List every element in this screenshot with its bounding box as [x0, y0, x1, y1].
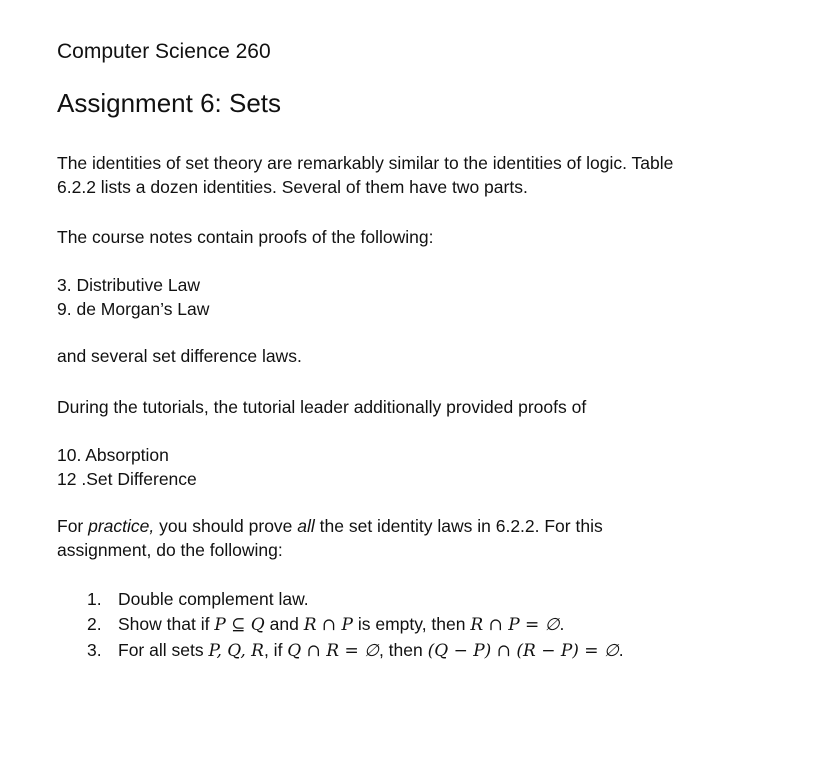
practice-paragraph — [57, 514, 603, 562]
list-item: 12 .Set Difference — [57, 469, 197, 489]
math-expression: Q ∩ R = ∅ — [287, 641, 379, 661]
task-text: Double complement law. — [118, 589, 309, 609]
practice-line-1 — [57, 514, 603, 538]
practice-text: you should prove — [154, 516, 298, 536]
list-item: 10. Absorption — [57, 445, 169, 465]
course-notes-tail: and several set difference laws. — [57, 346, 302, 366]
task-item-3 — [87, 638, 624, 664]
tutorials-lead: During the tutorials, the tutorial leader additionally provided proofs of — [57, 397, 587, 417]
task-text: . — [618, 640, 624, 660]
course-notes-lead: The course notes contain proofs of the following: — [57, 227, 434, 247]
task-text: is empty, then — [352, 614, 471, 634]
task-text: . — [559, 614, 565, 634]
course-notes-list — [57, 273, 209, 321]
task-number: 3. — [87, 640, 102, 660]
task-item-2 — [87, 612, 624, 638]
math-expression: P ⊆ Q — [214, 615, 265, 635]
course-name: Computer Science 260 — [57, 40, 271, 63]
list-item: 3. Distributive Law — [57, 275, 200, 295]
math-expression: P, Q, R — [208, 641, 264, 661]
intro-line-2: 6.2.2 lists a dozen identities. Several of them have two parts. — [57, 177, 528, 197]
task-list — [87, 587, 624, 664]
practice-line-2: assignment, do the following: — [57, 540, 283, 560]
intro-paragraph — [57, 151, 673, 199]
practice-emphasis: practice, — [88, 516, 155, 536]
tutorials-list — [57, 443, 197, 491]
task-text: For all sets — [118, 640, 209, 660]
list-item: 9. de Morgan’s Law — [57, 299, 210, 319]
page-title: Assignment 6: Sets — [57, 88, 281, 118]
practice-text: the set identity laws in 6.2.2. For this — [314, 516, 603, 536]
task-text: , if — [263, 640, 288, 660]
intro-line-1: The identities of set theory are remarkably similar to the identities of logic. Table — [57, 153, 674, 173]
task-text: Show that if — [118, 614, 215, 634]
all-emphasis: all — [297, 516, 315, 536]
math-expression: R ∩ P — [303, 615, 353, 635]
math-expression: (Q − P) ∩ (R − P) = ∅ — [427, 641, 619, 661]
math-expression: R ∩ P = ∅ — [470, 615, 560, 635]
practice-text: For — [57, 516, 89, 536]
task-item-1 — [87, 587, 624, 612]
task-number: 2. — [87, 614, 102, 634]
task-number: 1. — [87, 589, 102, 609]
task-text: , then — [378, 640, 428, 660]
task-text: and — [264, 614, 304, 634]
